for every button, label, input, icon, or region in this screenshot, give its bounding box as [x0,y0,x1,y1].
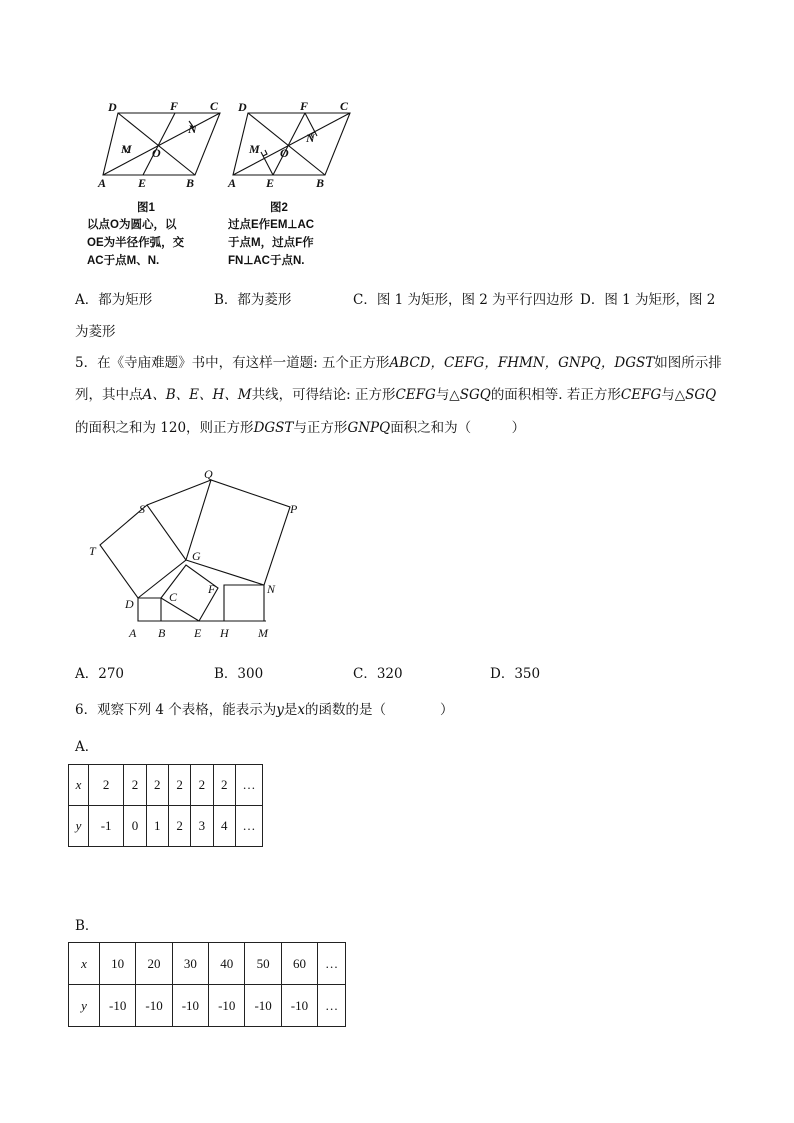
label-O: O [280,146,289,160]
q6-option-a-table [68,764,263,847]
table-cell: 10 [100,943,136,985]
table-cell: 30 [172,943,208,985]
table-cell: 2 [146,765,168,806]
q5-squares: ABCD，CEFG，FHMN，GNPQ，DGST [389,355,655,371]
q5-stem-line-2 [75,385,716,405]
q4-option-b[interactable]: B．都为菱形 [214,292,292,308]
label-B: B [316,176,325,190]
q5-square-name: DGST [253,420,294,436]
label-B: B [158,626,166,640]
q6-option-b-label[interactable]: B． [75,918,99,934]
q4-option-a[interactable]: A．都为矩形 [75,292,153,308]
q5-text: 5．在《寺庙难题》书中，有这样一道题: 五个正方形 [75,355,390,371]
label-G: G [192,549,201,563]
table-cell: -10 [281,985,317,1027]
table-cell: 4 [213,806,235,847]
label-S: S [139,502,145,516]
table-cell: -10 [172,985,208,1027]
table-cell: … [318,943,346,985]
q5-squares-figure [80,462,320,647]
label-E: E [138,176,147,190]
q4-option-c[interactable]: C．图 1 为矩形，图 2 为平行四边形 [353,292,574,308]
header-x: x [69,765,89,806]
q6-text: 是 [283,702,298,718]
q6-var-x: x [297,702,306,718]
header-y: y [69,985,100,1027]
q5-text: 列，其中点 [75,387,143,403]
table-cell: 0 [124,806,146,847]
q5-triangle-name: SGQ [685,387,717,403]
table-cell: … [236,765,263,806]
header-x: x [69,943,100,985]
table-cell: 40 [209,943,245,985]
label-N: N [306,131,315,145]
fig2-caption-line-1: 过点E作EM⊥AC [228,219,315,231]
q5-option-d[interactable]: D．350 [490,666,541,682]
label-D: D [108,100,117,114]
label-C: C [340,99,349,113]
label-B: B [186,176,195,190]
table-cell: 1 [146,806,168,847]
q5-text: 如图所示排 [654,355,722,371]
q5-option-a[interactable]: A．270 [75,666,125,682]
q4-figure-1 [90,95,230,190]
fig2-caption-line-2: 于点M，过点F作 [228,237,314,249]
label-D: D [125,597,134,611]
q5-points: A、B、E、H、M [142,387,252,403]
q5-text: 与△ [435,387,460,403]
label-C: C [169,590,178,604]
table-cell: … [318,985,346,1027]
label-C: C [210,99,219,113]
fig2-title: 图2 [270,202,288,214]
label-E: E [266,176,275,190]
q5-stem-line-1 [75,353,722,373]
fig1-caption-line-3: AC于点M、N. [87,255,160,267]
table-cell: 2 [213,765,235,806]
label-Q: Q [204,467,213,481]
table-cell: 2 [89,765,124,806]
q4-figure-2 [220,95,360,190]
q5-text: 与正方形 [293,420,348,436]
header-y: y [69,806,89,847]
q5-text: 的面积之和为 120，则正方形 [75,420,254,436]
label-M: M [258,626,268,640]
table-cell: -10 [209,985,245,1027]
table-cell: 2 [191,765,213,806]
label-H: H [220,626,229,640]
q5-option-c[interactable]: C．320 [353,666,403,682]
table-cell: -1 [89,806,124,847]
q5-text: 共线，可得结论: 正方形 [251,387,396,403]
table-cell: 3 [191,806,213,847]
label-F: F [208,582,216,596]
table-cell: 20 [136,943,172,985]
table-cell: -10 [100,985,136,1027]
q6-var-y: y [276,702,284,718]
table-cell: … [236,806,263,847]
q5-square-name: GNPQ [347,420,391,436]
table-cell: 2 [168,806,190,847]
q4-option-d-continued: 为菱形 [75,324,116,340]
label-N: N [267,582,276,596]
label-T: T [89,544,96,558]
q5-text: 的面积相等. 若正方形 [490,387,621,403]
label-D: D [238,100,247,114]
q6-text: 6．观察下列 4 个表格，能表示为 [75,702,277,718]
q5-text: 与△ [661,387,686,403]
q6-stem [75,700,454,720]
fig1-caption-line-2: OE为半径作弧，交 [87,237,185,249]
label-E: E [194,626,202,640]
table-cell: 2 [168,765,190,806]
q5-square-name: CEFG [620,387,662,403]
label-P: P [290,502,298,516]
label-O: O [152,146,161,160]
fig2-caption-line-3: FN⊥AC于点N. [228,255,305,267]
q5-square-name: CEFG [395,387,436,403]
fig1-title: 图1 [137,202,155,214]
q6-option-a-label[interactable]: A． [75,739,99,755]
label-A: A [228,176,237,190]
q6-text: 的函数的是（ ） [305,702,454,718]
table-cell: 2 [124,765,146,806]
fig1-caption-line-1: 以点O为圆心，以 [87,219,177,231]
label-M: M [249,142,260,156]
label-F: F [170,99,179,113]
label-A: A [129,626,137,640]
table-cell: 50 [245,943,281,985]
label-F: F [300,99,309,113]
q4-option-d[interactable]: D．图 1 为矩形，图 2 [580,292,716,308]
q6-option-b-table [68,942,346,1027]
table-cell: -10 [245,985,281,1027]
label-N: N [188,122,197,136]
label-A: A [98,176,107,190]
table-cell: 60 [281,943,317,985]
q5-triangle-name: SGQ [459,387,491,403]
q5-text: 面积之和为（ ） [390,420,526,436]
q5-stem-line-3 [75,418,525,438]
table-cell: -10 [136,985,172,1027]
label-M: M [121,142,132,156]
q5-option-b[interactable]: B．300 [214,666,264,682]
